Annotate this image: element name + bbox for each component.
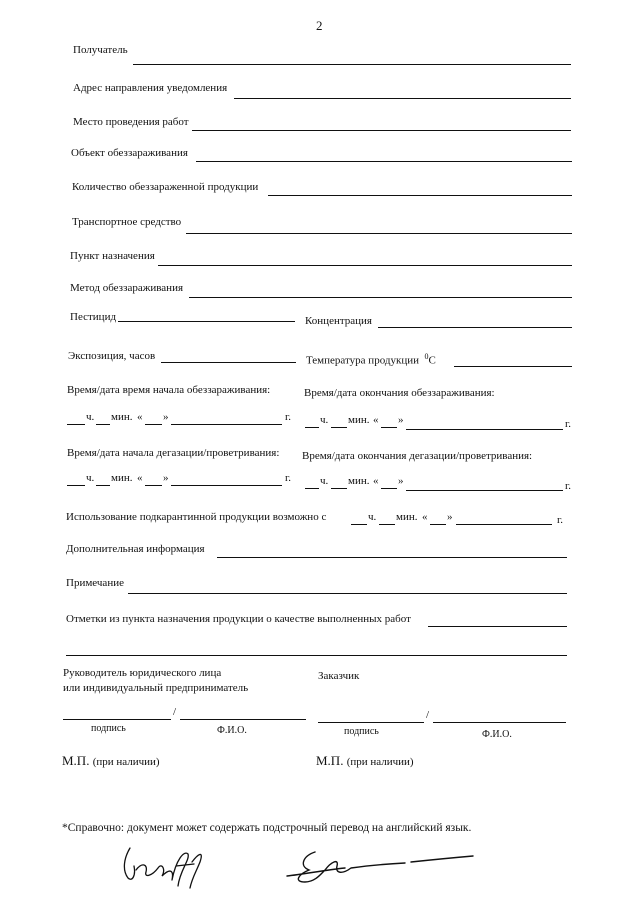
recipient-label: Получатель	[73, 44, 128, 56]
handwritten-signature-left	[118, 840, 218, 895]
disinfection-end-label: Время/дата окончания обеззараживания:	[304, 387, 495, 399]
start-hours-line[interactable]	[67, 424, 85, 425]
destination-field-line[interactable]	[158, 265, 572, 266]
degas-end-hours-line[interactable]	[305, 488, 319, 489]
method-label: Метод обеззараживания	[70, 282, 184, 294]
work-place-label: Место проведения работ	[73, 116, 189, 128]
page-number: 2	[316, 18, 323, 33]
start-day-line[interactable]	[145, 424, 162, 425]
right-name-caption: Ф.И.О.	[482, 729, 512, 740]
right-signature-caption: подпись	[344, 726, 379, 737]
left-signer-title-line1: Руководитель юридического лица	[63, 667, 222, 679]
notice-address-label: Адрес направления уведомления	[73, 82, 228, 94]
right-name-line[interactable]	[433, 722, 566, 723]
degas-start-day-line[interactable]	[145, 485, 162, 486]
left-signature-caption: подпись	[91, 723, 126, 734]
end-month-year-line[interactable]	[406, 429, 563, 430]
right-signer-title: Заказчик	[318, 670, 360, 682]
product-quantity-field-line[interactable]	[268, 195, 572, 196]
q-month-year-line[interactable]	[456, 524, 552, 525]
degas-start-hours-line[interactable]	[67, 485, 85, 486]
concentration-label: Концентрация	[305, 315, 372, 327]
degassing-start-label: Время/дата начала дегазации/проветривания:	[67, 447, 280, 459]
exposure-field-line[interactable]	[161, 362, 296, 363]
degassing-end-label: Время/дата окончания дегазации/проветривания:	[302, 450, 533, 462]
footnote: *Справочно: документ может содержать подстрочный перевод на английский язык.	[62, 822, 472, 834]
q-hours-line[interactable]	[351, 524, 367, 525]
vehicle-field-line[interactable]	[186, 233, 572, 234]
exposure-label: Экспозиция, часов	[68, 350, 156, 362]
pesticide-field-line[interactable]	[118, 321, 295, 322]
degas-end-day-line[interactable]	[381, 488, 397, 489]
start-minutes-line[interactable]	[96, 424, 110, 425]
left-signature-line[interactable]	[63, 719, 171, 720]
disinfection-start-label: Время/дата время начала обеззараживания:	[67, 384, 271, 396]
right-stamp-placeholder: М.П. (при наличии)	[316, 753, 414, 768]
right-signature-line[interactable]	[318, 722, 424, 723]
left-signature-slash: /	[173, 706, 177, 718]
pesticide-label: Пестицид	[70, 311, 117, 323]
end-hours-line[interactable]	[305, 427, 319, 428]
end-day-line[interactable]	[381, 427, 397, 428]
disinfection-object-label: Объект обеззараживания	[71, 147, 188, 159]
destination-marks-field-line[interactable]	[428, 626, 567, 627]
disinfection-object-field-line[interactable]	[196, 161, 572, 162]
note-field-line[interactable]	[128, 593, 567, 594]
work-place-field-line[interactable]	[192, 130, 571, 131]
degas-end-minutes-line[interactable]	[331, 488, 347, 489]
end-minutes-line[interactable]	[331, 427, 347, 428]
degas-start-month-year-line[interactable]	[171, 485, 282, 486]
note-label: Примечание	[66, 577, 124, 589]
vehicle-label: Транспортное средство	[72, 216, 182, 228]
notice-address-field-line[interactable]	[234, 98, 571, 99]
destination-marks-field-line-2[interactable]	[66, 655, 567, 656]
destination-marks-label: Отметки из пункта назначения продукции о качестве выполненных работ	[66, 613, 411, 625]
start-month-year-line[interactable]	[171, 424, 282, 425]
recipient-field-line[interactable]	[133, 64, 571, 65]
product-temperature-label: Температура продукции $^0$С	[306, 352, 436, 367]
right-signature-slash: /	[426, 709, 430, 721]
left-name-line[interactable]	[180, 719, 306, 720]
product-quantity-label: Количество обеззараженной продукции	[72, 181, 259, 193]
left-stamp-placeholder: М.П. (при наличии)	[62, 753, 160, 768]
q-minutes-line[interactable]	[379, 524, 395, 525]
handwritten-signature-right	[285, 848, 475, 890]
degas-start-minutes-line[interactable]	[96, 485, 110, 486]
left-name-caption: Ф.И.О.	[217, 725, 247, 736]
concentration-field-line[interactable]	[378, 327, 572, 328]
q-day-line[interactable]	[430, 524, 446, 525]
temperature-field-line[interactable]	[454, 366, 572, 367]
method-field-line[interactable]	[189, 297, 572, 298]
additional-info-field-line[interactable]	[217, 557, 567, 558]
destination-label: Пункт назначения	[70, 250, 155, 262]
quarantine-use-label: Использование подкарантинной продукции возможно с	[66, 511, 327, 523]
degas-end-month-year-line[interactable]	[406, 490, 563, 491]
additional-info-label: Дополнительная информация	[66, 543, 205, 555]
left-signer-title-line2: или индивидуальный предприниматель	[63, 682, 249, 694]
